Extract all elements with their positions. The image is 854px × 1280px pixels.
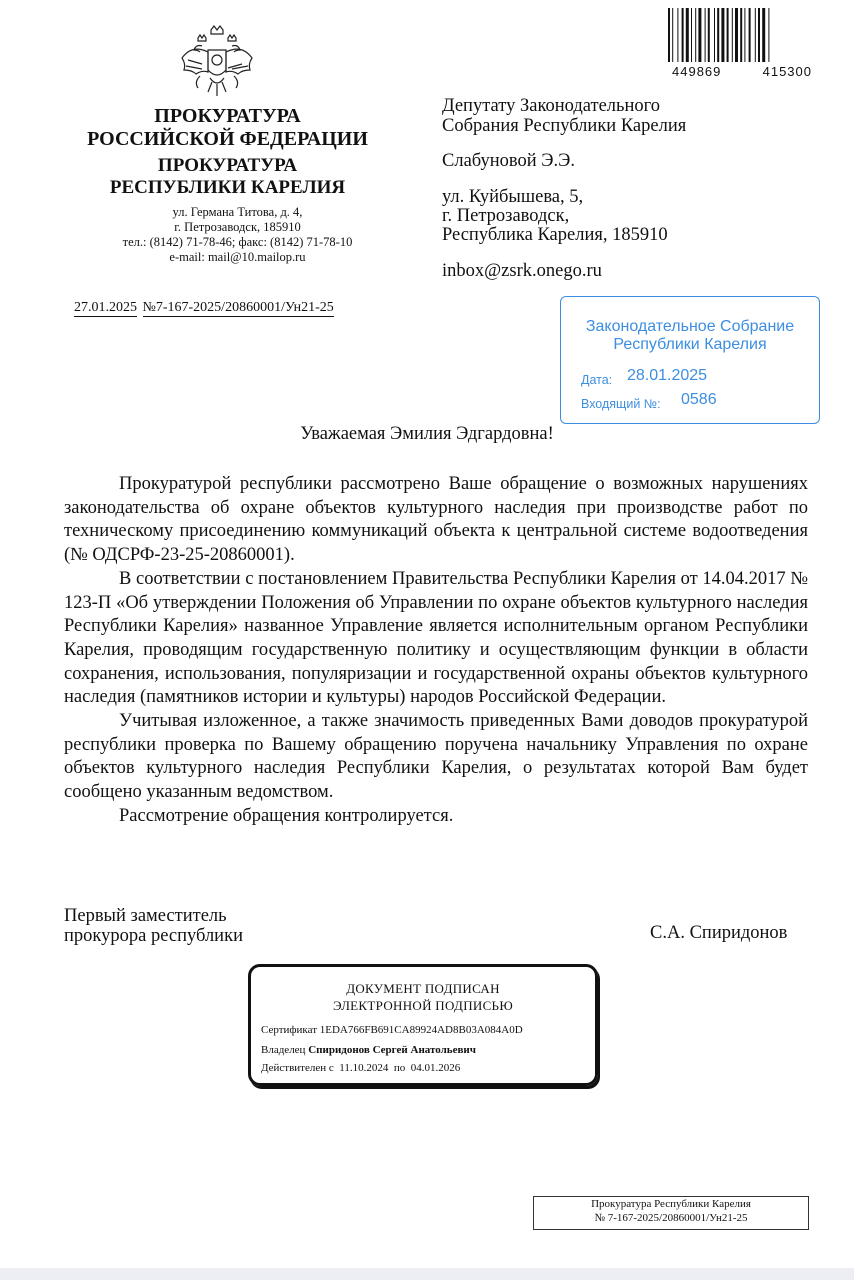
- electronic-signature-box: [248, 964, 598, 1086]
- stamp-date-value: 28.01.2025: [627, 367, 708, 384]
- esign-owner-label: Владелец: [261, 1044, 306, 1056]
- esign-valid-from: 11.10.2024: [339, 1062, 389, 1074]
- paragraph: Прокуратурой республики рассмотрено Ваше обращение о возможных нарушениях законодательства об охране объектов культурного наследия при производстве работ по техническому присоединению коммуникаций объекта к центральной системе водоотведения (№ ОДСРФ-23-25-20860001).: [64, 474, 808, 566]
- paragraph: Учитывая изложенное, а также значимость приведенных Вами доводов прокуратурой республики проверка по Вашему обращению поручена начальнику Управления по охране объектов культурного наследия Республики Карелия, о результатах которой Вам будет сообщено указанным ведомством.: [64, 711, 808, 803]
- barcode-numbers: [672, 64, 812, 79]
- paragraph: Рассмотрение обращения контролируется.: [119, 805, 454, 826]
- org-address-line1: ул. Германа Титова, д. 4,: [172, 205, 303, 219]
- esign-title-line1: ДОКУМЕНТ ПОДПИСАН: [346, 981, 500, 996]
- stamp-incoming-value: 0586: [681, 391, 717, 408]
- esign-owner: [261, 1044, 476, 1056]
- stamp-date-label: Дата:: [581, 373, 613, 387]
- signer-title: [64, 906, 243, 946]
- barcode-number-right: 415300: [762, 64, 812, 79]
- esign-cert-label: Сертификат: [261, 1024, 317, 1036]
- sub-org-name-line2: РЕСПУБЛИКИ КАРЕЛИЯ: [109, 177, 346, 198]
- greeting: Уважаемая Эмилия Эдгардовна!: [300, 424, 554, 444]
- barcode-number-left: 449869: [672, 64, 722, 79]
- signer-title-line1: Первый заместитель: [64, 906, 227, 926]
- esign-owner-value: Спиридонов Сергей Анатольевич: [308, 1044, 476, 1056]
- addressee-city: г. Петрозаводск,: [442, 206, 570, 226]
- addressee-email: inbox@zsrk.onego.ru: [442, 261, 602, 281]
- esign-validity: [261, 1062, 460, 1074]
- outgoing-number: №7-167-2025/20860001/Ун21-25: [142, 300, 334, 315]
- barcode: [668, 8, 808, 62]
- org-name-line1: ПРОКУРАТУРА: [154, 105, 301, 127]
- stamp-org-line1: Законодательное Собрание: [585, 318, 795, 335]
- footer-line2: № 7-167-2025/20860001/Ун21-25: [594, 1212, 748, 1224]
- org-email: e-mail: mail@10.mailop.ru: [169, 250, 306, 264]
- addressee-line2: Собрания Республики Карелия: [442, 116, 687, 136]
- page-bottom-edge: [0, 1268, 854, 1280]
- stamp-incoming-label: Входящий №:: [581, 397, 661, 411]
- org-phone: тел.: (8142) 71-78-46; факс: (8142) 71-78-10: [122, 235, 353, 249]
- addressee-region: Республика Карелия, 185910: [442, 225, 668, 245]
- sub-org-name-line1: ПРОКУРАТУРА: [157, 155, 298, 176]
- footer-line1: Прокуратура Республики Карелия: [591, 1198, 751, 1210]
- org-name-line2: РОССИЙСКОЙ ФЕДЕРАЦИИ: [87, 128, 368, 150]
- letter-body: [64, 473, 808, 829]
- esign-valid-label: Действителен с: [261, 1062, 334, 1074]
- addressee-name: Слабуновой Э.Э.: [442, 151, 575, 171]
- org-address-line2: г. Петрозаводск, 185910: [174, 220, 301, 234]
- coat-of-arms-emblem: [178, 24, 256, 104]
- esign-title-line2: ЭЛЕКТРОННОЙ ПОДПИСЬЮ: [333, 998, 513, 1013]
- signer-title-line2: прокурора республики: [64, 926, 243, 946]
- stamp-org-line2: Республики Карелия: [613, 336, 767, 353]
- paragraph: В соответствии с постановлением Правительства Республики Карелия от 14.04.2017 № 123-П «Об утверждении Положения об Управлении по охране объектов культурного наследия Республики Карелия» названное Управление является исполнительным органом Республики Карелия, проводящим государственную политику и осуществляющим функции в области сохранения, использования, популяризации и государственной охраны объектов культурного наследия (памятников истории и культуры) народов Российской Федерации.: [64, 568, 808, 708]
- addressee-street: ул. Куйбышева, 5,: [442, 187, 584, 207]
- esign-valid-to-label: по: [393, 1062, 406, 1074]
- registration-stamp: [560, 296, 820, 424]
- esign-valid-to: 04.01.2026: [410, 1062, 461, 1074]
- esign-certificate: [261, 1024, 523, 1036]
- addressee-line1: Депутату Законодательного: [442, 96, 660, 116]
- outgoing-date: 27.01.2025: [74, 300, 137, 315]
- signer-name: С.А. Спиридонов: [650, 923, 788, 943]
- outgoing-reference: [74, 300, 384, 317]
- footer-registration-box: [533, 1196, 809, 1230]
- esign-cert-value: 1EDA766FB691CA89924AD8B03A084A0D: [319, 1024, 523, 1036]
